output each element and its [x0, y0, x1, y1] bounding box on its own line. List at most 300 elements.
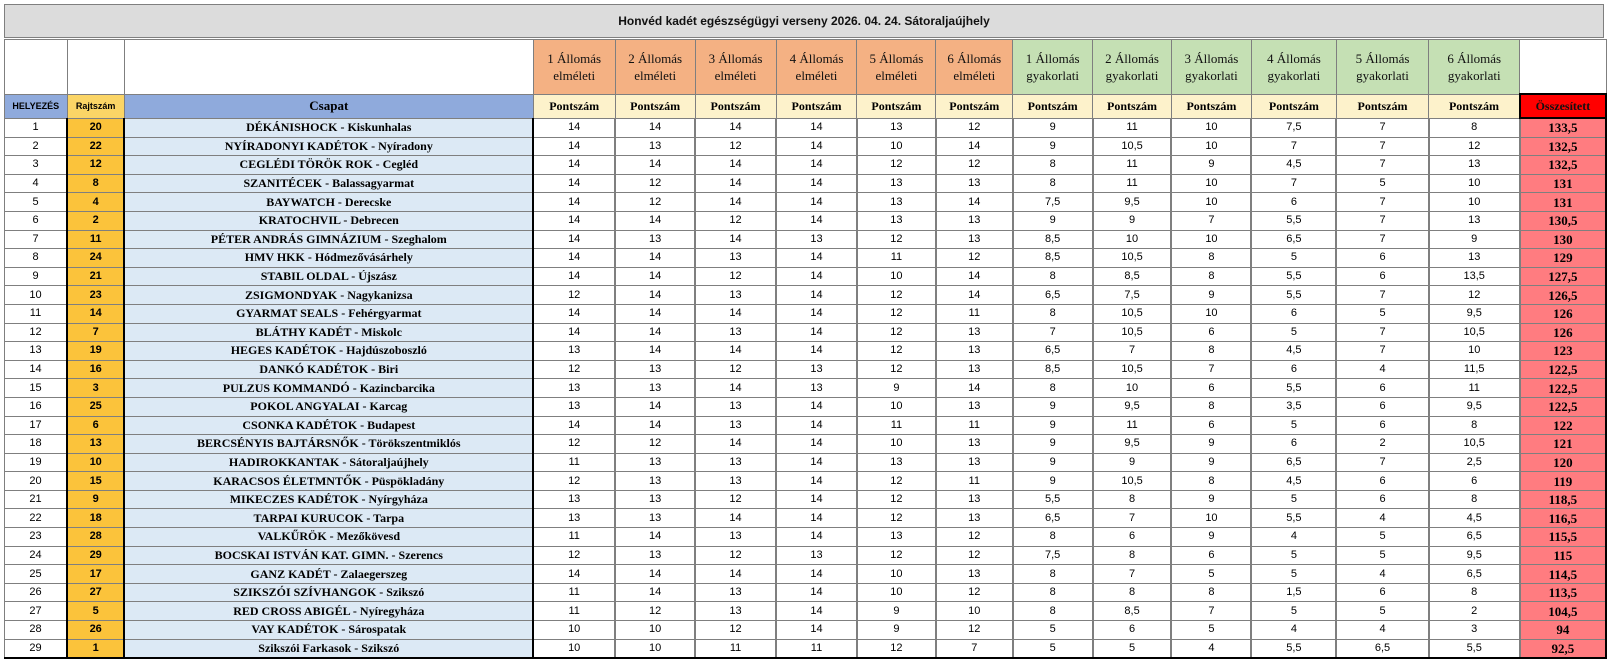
team-cell: CEGLÉDI TÖRÖK ROK - Cegléd	[124, 156, 533, 175]
score-cell: 13	[776, 230, 857, 249]
table-row	[5, 639, 1607, 658]
score-cell: 7,5	[1251, 118, 1336, 137]
score-cell: 12	[857, 342, 936, 361]
team-cell: HADIROKKANTAK - Sátoraljaújhely	[124, 453, 533, 472]
bib-cell: 14	[67, 304, 124, 323]
score-cell: 11	[936, 472, 1013, 491]
score-cell: 10,5	[1429, 323, 1520, 342]
score-cell: 5	[1013, 621, 1093, 640]
score-cell: 10,5	[1093, 137, 1172, 156]
score-cell: 3,5	[1251, 397, 1336, 416]
score-cell: 14	[615, 565, 695, 584]
score-cell: 13	[615, 230, 695, 249]
score-cell: 6	[1171, 379, 1251, 398]
score-cell: 4	[1336, 509, 1428, 528]
score-cell: 11	[1093, 118, 1172, 137]
score-cell: 13	[936, 230, 1013, 249]
score-cell: 11	[857, 416, 936, 435]
score-cell: 12	[695, 360, 776, 379]
score-cell: 12	[857, 230, 936, 249]
score-cell: 9	[1013, 137, 1093, 156]
score-cell: 6	[1171, 416, 1251, 435]
score-cell: 9	[1013, 397, 1093, 416]
table-row	[5, 546, 1607, 565]
table-row	[5, 193, 1607, 212]
score-cell: 7	[1013, 323, 1093, 342]
score-cell: 12	[857, 323, 936, 342]
score-cell: 9	[1013, 435, 1093, 454]
table-row	[5, 453, 1607, 472]
place-cell: 3	[5, 156, 68, 175]
bib-cell: 1	[67, 639, 124, 658]
score-cell: 13	[533, 379, 615, 398]
score-cell: 7	[1336, 211, 1428, 230]
score-cell: 12	[857, 156, 936, 175]
score-cell: 9,5	[1093, 193, 1172, 212]
bib-cell: 5	[67, 602, 124, 621]
score-cell: 14	[776, 137, 857, 156]
score-cell: 13	[695, 453, 776, 472]
place-cell: 28	[5, 621, 68, 640]
score-cell: 14	[776, 490, 857, 509]
place-cell: 5	[5, 193, 68, 212]
place-cell: 24	[5, 546, 68, 565]
score-cell: 8	[1093, 583, 1172, 602]
score-cell: 14	[533, 137, 615, 156]
score-cell: 2	[1336, 435, 1428, 454]
table-row	[5, 565, 1607, 584]
score-cell: 14	[776, 211, 857, 230]
table-row	[5, 230, 1607, 249]
score-cell: 8,5	[1093, 267, 1172, 286]
header-points: Pontszám	[776, 94, 857, 118]
place-cell: 7	[5, 230, 68, 249]
place-cell: 10	[5, 286, 68, 305]
score-cell: 6	[1251, 193, 1336, 212]
team-cell: SZIKSZÓI SZÍVHANGOK - Szikszó	[124, 583, 533, 602]
score-cell: 13,5	[1429, 267, 1520, 286]
score-cell: 9	[1093, 453, 1172, 472]
score-cell: 8	[1013, 528, 1093, 547]
score-cell: 5	[1251, 546, 1336, 565]
score-cell: 13	[533, 509, 615, 528]
score-cell: 7	[1171, 360, 1251, 379]
score-cell: 4,5	[1429, 509, 1520, 528]
score-cell: 4	[1171, 639, 1251, 658]
score-cell: 14	[936, 379, 1013, 398]
score-cell: 14	[695, 509, 776, 528]
place-cell: 11	[5, 304, 68, 323]
bib-cell: 24	[67, 249, 124, 268]
score-cell: 12	[936, 156, 1013, 175]
score-cell: 9,5	[1429, 397, 1520, 416]
total-cell: 119	[1520, 472, 1606, 491]
team-cell: TARPAI KURUCOK - Tarpa	[124, 509, 533, 528]
score-cell: 14	[533, 118, 615, 137]
score-cell: 4,5	[1251, 156, 1336, 175]
score-cell: 11	[533, 602, 615, 621]
score-cell: 11	[533, 528, 615, 547]
total-cell: 114,5	[1520, 565, 1606, 584]
score-cell: 9	[1013, 118, 1093, 137]
station-header: 3 Állomás elméleti	[695, 40, 776, 95]
score-cell: 14	[776, 323, 857, 342]
score-cell: 7,5	[1013, 193, 1093, 212]
score-cell: 8	[1171, 472, 1251, 491]
score-cell: 13	[776, 379, 857, 398]
score-cell: 14	[776, 453, 857, 472]
total-cell: 131	[1520, 193, 1606, 212]
score-cell: 13	[857, 453, 936, 472]
score-cell: 8	[1093, 490, 1172, 509]
score-cell: 12	[936, 546, 1013, 565]
bib-cell: 7	[67, 323, 124, 342]
score-cell: 9	[1171, 435, 1251, 454]
score-cell: 5,5	[1013, 490, 1093, 509]
score-cell: 10,5	[1093, 323, 1172, 342]
score-cell: 10	[857, 435, 936, 454]
bib-cell: 25	[67, 397, 124, 416]
bib-cell: 9	[67, 490, 124, 509]
score-cell: 13	[615, 490, 695, 509]
score-cell: 5	[1336, 174, 1428, 193]
score-cell: 13	[936, 565, 1013, 584]
total-cell: 126	[1520, 323, 1606, 342]
score-cell: 14	[776, 416, 857, 435]
total-cell: 121	[1520, 435, 1606, 454]
place-cell: 2	[5, 137, 68, 156]
total-cell: 132,5	[1520, 156, 1606, 175]
score-cell: 10	[1093, 230, 1172, 249]
score-cell: 12	[857, 490, 936, 509]
score-cell: 12	[533, 472, 615, 491]
score-cell: 7	[1336, 453, 1428, 472]
score-cell: 13	[857, 193, 936, 212]
score-cell: 6,5	[1013, 286, 1093, 305]
score-cell: 10	[1171, 193, 1251, 212]
place-cell: 29	[5, 639, 68, 658]
score-cell: 3	[1429, 621, 1520, 640]
score-cell: 6,5	[1336, 639, 1428, 658]
score-cell: 14	[695, 156, 776, 175]
station-header: 4 Állomás gyakorlati	[1251, 40, 1336, 95]
score-cell: 5,5	[1251, 286, 1336, 305]
table-row	[5, 156, 1607, 175]
score-cell: 5	[1336, 546, 1428, 565]
score-cell: 9	[1013, 453, 1093, 472]
score-cell: 13	[857, 118, 936, 137]
score-cell: 5	[1251, 490, 1336, 509]
team-cell: GANZ KADÉT - Zalaegerszeg	[124, 565, 533, 584]
table-row	[5, 509, 1607, 528]
score-cell: 7	[1171, 602, 1251, 621]
blank-cell	[5, 40, 68, 95]
score-cell: 12	[615, 174, 695, 193]
header-points: Pontszám	[615, 94, 695, 118]
score-cell: 2,5	[1429, 453, 1520, 472]
total-cell: 127,5	[1520, 267, 1606, 286]
table-row	[5, 602, 1607, 621]
score-cell: 8,5	[1013, 249, 1093, 268]
total-cell: 122,5	[1520, 379, 1606, 398]
header-points: Pontszám	[1336, 94, 1428, 118]
score-cell: 13	[695, 249, 776, 268]
score-cell: 12	[1429, 286, 1520, 305]
score-cell: 4	[1251, 528, 1336, 547]
score-cell: 5	[1171, 565, 1251, 584]
score-cell: 13	[533, 397, 615, 416]
score-cell: 10	[1429, 174, 1520, 193]
place-cell: 8	[5, 249, 68, 268]
score-cell: 14	[615, 397, 695, 416]
table-row	[5, 304, 1607, 323]
score-cell: 5	[1251, 565, 1336, 584]
score-cell: 7	[1336, 156, 1428, 175]
score-cell: 6,5	[1429, 528, 1520, 547]
score-cell: 14	[695, 174, 776, 193]
score-cell: 7,5	[1013, 546, 1093, 565]
score-cell: 14	[776, 249, 857, 268]
score-cell: 12	[533, 546, 615, 565]
station-header: 1 Állomás elméleti	[533, 40, 615, 95]
score-cell: 7	[936, 639, 1013, 658]
score-cell: 6	[1336, 397, 1428, 416]
bib-cell: 21	[67, 267, 124, 286]
place-cell: 23	[5, 528, 68, 547]
score-cell: 6	[1093, 621, 1172, 640]
total-cell: 115,5	[1520, 528, 1606, 547]
score-cell: 8	[1429, 118, 1520, 137]
team-cell: ZSIGMONDYAK - Nagykanizsa	[124, 286, 533, 305]
bib-cell: 10	[67, 453, 124, 472]
score-cell: 14	[615, 156, 695, 175]
score-cell: 14	[776, 304, 857, 323]
bib-cell: 18	[67, 509, 124, 528]
score-cell: 10	[1171, 230, 1251, 249]
score-cell: 6	[1171, 323, 1251, 342]
team-cell: NYÍRADONYI KADÉTOK - Nyíradony	[124, 137, 533, 156]
score-cell: 7	[1336, 230, 1428, 249]
score-cell: 13	[695, 602, 776, 621]
score-cell: 12	[857, 472, 936, 491]
score-cell: 14	[776, 621, 857, 640]
score-cell: 5	[1013, 639, 1093, 658]
bib-cell: 11	[67, 230, 124, 249]
score-cell: 4	[1336, 565, 1428, 584]
place-cell: 21	[5, 490, 68, 509]
bib-cell: 13	[67, 435, 124, 454]
team-cell: DÉKÁNISHOCK - Kiskunhalas	[124, 118, 533, 137]
score-cell: 12	[857, 286, 936, 305]
score-cell: 12	[857, 639, 936, 658]
score-cell: 4,5	[1251, 472, 1336, 491]
score-cell: 6	[1251, 360, 1336, 379]
header-points: Pontszám	[533, 94, 615, 118]
place-cell: 12	[5, 323, 68, 342]
header-points: Pontszám	[936, 94, 1013, 118]
score-cell: 9	[1171, 453, 1251, 472]
station-header: 1 Állomás gyakorlati	[1013, 40, 1093, 95]
score-cell: 8	[1171, 342, 1251, 361]
score-cell: 9	[1171, 490, 1251, 509]
score-cell: 5	[1093, 639, 1172, 658]
team-cell: PULZUS KOMMANDÓ - Kazincbarcika	[124, 379, 533, 398]
column-header-row	[5, 94, 1607, 118]
score-cell: 6,5	[1429, 565, 1520, 584]
score-cell: 6	[1336, 583, 1428, 602]
score-cell: 14	[533, 156, 615, 175]
score-cell: 2	[1429, 602, 1520, 621]
score-cell: 6,5	[1251, 453, 1336, 472]
score-cell: 10	[857, 397, 936, 416]
table-row	[5, 360, 1607, 379]
header-points: Pontszám	[1429, 94, 1520, 118]
bib-cell: 19	[67, 342, 124, 361]
score-cell: 13	[1429, 156, 1520, 175]
score-cell: 13	[936, 323, 1013, 342]
station-header: 6 Állomás elméleti	[936, 40, 1013, 95]
total-cell: 104,5	[1520, 602, 1606, 621]
score-cell: 10	[1171, 174, 1251, 193]
team-cell: HMV HKK - Hódmezővásárhely	[124, 249, 533, 268]
score-cell: 10	[1171, 304, 1251, 323]
team-cell: SZANITÉCEK - Balassagyarmat	[124, 174, 533, 193]
score-cell: 13	[615, 379, 695, 398]
score-cell: 6	[1093, 528, 1172, 547]
score-cell: 11	[936, 304, 1013, 323]
score-cell: 14	[936, 267, 1013, 286]
score-cell: 14	[615, 304, 695, 323]
score-cell: 10	[1429, 193, 1520, 212]
place-cell: 1	[5, 118, 68, 137]
score-cell: 13	[695, 286, 776, 305]
header-bib: Rajtszám	[67, 94, 124, 118]
total-cell: 120	[1520, 453, 1606, 472]
score-cell: 10,5	[1093, 304, 1172, 323]
place-cell: 15	[5, 379, 68, 398]
blank-cell	[67, 40, 124, 95]
place-cell: 6	[5, 211, 68, 230]
score-cell: 14	[776, 286, 857, 305]
header-total: Összesített	[1520, 94, 1606, 118]
score-cell: 11	[695, 639, 776, 658]
score-cell: 13	[615, 453, 695, 472]
score-cell: 11	[776, 639, 857, 658]
place-cell: 25	[5, 565, 68, 584]
score-cell: 5	[1336, 602, 1428, 621]
score-cell: 10	[857, 137, 936, 156]
score-cell: 14	[533, 193, 615, 212]
table-row	[5, 490, 1607, 509]
score-cell: 14	[776, 118, 857, 137]
score-cell: 13	[615, 472, 695, 491]
score-cell: 10	[615, 639, 695, 658]
place-cell: 18	[5, 435, 68, 454]
score-cell: 14	[776, 583, 857, 602]
score-cell: 8	[1171, 397, 1251, 416]
score-cell: 8	[1013, 379, 1093, 398]
score-cell: 6,5	[1013, 509, 1093, 528]
score-cell: 6	[1429, 472, 1520, 491]
station-header: 4 Állomás elméleti	[776, 40, 857, 95]
score-cell: 13	[695, 528, 776, 547]
header-points: Pontszám	[857, 94, 936, 118]
total-cell: 122	[1520, 416, 1606, 435]
score-cell: 12	[533, 435, 615, 454]
score-cell: 10,5	[1093, 249, 1172, 268]
score-cell: 12	[936, 118, 1013, 137]
blank-cell	[1520, 40, 1606, 95]
score-cell: 7	[1336, 137, 1428, 156]
score-cell: 13	[615, 137, 695, 156]
score-cell: 5	[1336, 304, 1428, 323]
station-header: 2 Állomás gyakorlati	[1093, 40, 1172, 95]
table-row	[5, 416, 1607, 435]
score-cell: 14	[615, 286, 695, 305]
table-row	[5, 528, 1607, 547]
score-cell: 10	[1171, 509, 1251, 528]
score-cell: 7	[1251, 137, 1336, 156]
score-cell: 10	[1171, 118, 1251, 137]
score-cell: 9,5	[1429, 546, 1520, 565]
score-cell: 13	[1429, 211, 1520, 230]
score-cell: 10	[1171, 137, 1251, 156]
score-cell: 10	[1093, 379, 1172, 398]
score-cell: 10	[857, 565, 936, 584]
score-cell: 6	[1336, 379, 1428, 398]
bib-cell: 4	[67, 193, 124, 212]
score-cell: 13	[695, 397, 776, 416]
table-row	[5, 137, 1607, 156]
header-points: Pontszám	[1093, 94, 1172, 118]
total-cell: 126,5	[1520, 286, 1606, 305]
score-cell: 4	[1336, 360, 1428, 379]
score-cell: 7,5	[1093, 286, 1172, 305]
score-cell: 14	[615, 342, 695, 361]
score-cell: 12	[936, 249, 1013, 268]
team-cell: KRATOCHVIL - Debrecen	[124, 211, 533, 230]
score-cell: 6,5	[1013, 342, 1093, 361]
score-cell: 13	[533, 490, 615, 509]
score-cell: 8	[1013, 565, 1093, 584]
score-cell: 5	[1251, 323, 1336, 342]
score-cell: 14	[776, 602, 857, 621]
score-cell: 13	[936, 211, 1013, 230]
score-cell: 9,5	[1429, 304, 1520, 323]
table-row	[5, 174, 1607, 193]
bib-cell: 29	[67, 546, 124, 565]
bib-cell: 26	[67, 621, 124, 640]
score-cell: 14	[615, 211, 695, 230]
score-cell: 13	[615, 546, 695, 565]
team-cell: POKOL ANGYALAI - Karcag	[124, 397, 533, 416]
score-cell: 14	[776, 565, 857, 584]
score-cell: 10,5	[1093, 472, 1172, 491]
place-cell: 16	[5, 397, 68, 416]
total-cell: 126	[1520, 304, 1606, 323]
score-cell: 13	[695, 416, 776, 435]
team-cell: BAYWATCH - Derecske	[124, 193, 533, 212]
score-cell: 14	[695, 342, 776, 361]
score-cell: 12	[857, 546, 936, 565]
score-cell: 5	[1251, 416, 1336, 435]
score-cell: 13	[776, 360, 857, 379]
score-cell: 6	[1336, 249, 1428, 268]
table-body	[5, 40, 1607, 659]
place-cell: 17	[5, 416, 68, 435]
place-cell: 27	[5, 602, 68, 621]
score-cell: 12	[533, 286, 615, 305]
